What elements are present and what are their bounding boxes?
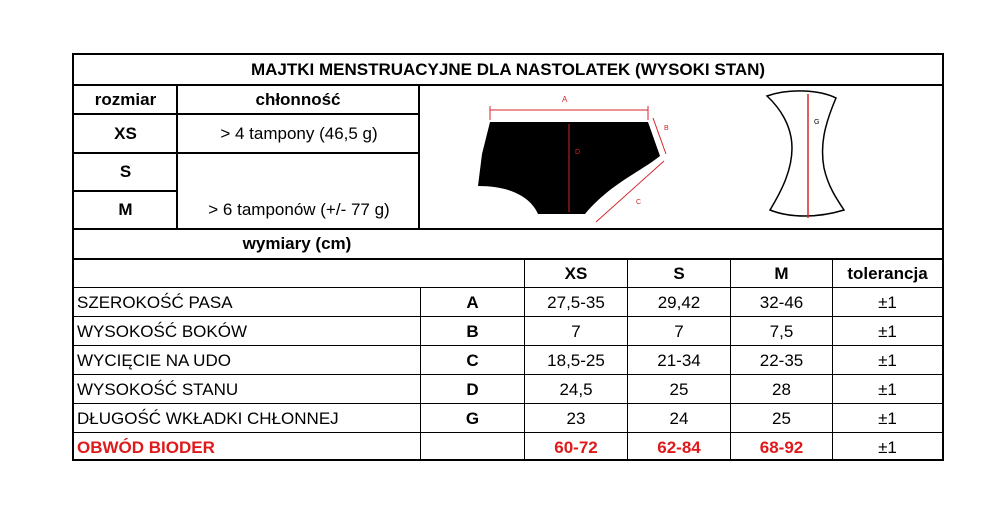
chart-title: MAJTKI MENSTRUACYJNE DLA NASTOLATEK (WYSOKI STAN) — [250, 59, 766, 79]
measurement-tol-cell: ±1 — [878, 321, 897, 341]
size-m-label: M — [118, 200, 133, 219]
measurement-tol-cell: ±1 — [878, 379, 897, 399]
divider — [524, 258, 525, 461]
measurement-m-cell: 22-35 — [759, 350, 804, 370]
size-s-label: S — [119, 162, 132, 181]
divider — [627, 258, 628, 461]
measurement-code-cell: D — [466, 379, 479, 399]
measurement-m-cell: 25 — [772, 408, 791, 428]
measurement-xs-cell: 24,5 — [559, 379, 593, 399]
size-xs-label: XS — [114, 123, 137, 143]
measurement-name-cell: DŁUGOŚĆ WKŁADKI CHŁONNEJ — [77, 408, 339, 428]
col-header-xs: XS — [564, 263, 588, 283]
divider — [730, 258, 731, 461]
measurement-name-cell: WYSOKOŚĆ BOKÓW — [77, 321, 248, 341]
measurement-tol-cell: ±1 — [878, 408, 897, 428]
garment-diagram — [420, 86, 942, 228]
dimensions-header: wymiary (cm) — [242, 234, 352, 253]
measurement-xs-cell: 60-72 — [554, 437, 598, 457]
measurement-s-cell: 25 — [669, 379, 689, 399]
header-absorbency: chłonność — [255, 89, 341, 109]
measurement-m-cell: 28 — [772, 379, 791, 399]
measurement-xs-cell: 7 — [571, 321, 581, 341]
measurement-tol-cell: ±1 — [878, 437, 897, 457]
col-header-m: M — [774, 263, 789, 283]
measurement-s-cell: 7 — [674, 321, 684, 341]
label-d: D — [575, 149, 581, 156]
measurement-name-cell: WYSOKOŚĆ STANU — [77, 379, 239, 399]
divider — [420, 288, 421, 461]
measurement-code-cell: G — [465, 408, 480, 428]
measurement-name-cell: OBWÓD BIODER — [77, 437, 215, 457]
divider — [832, 258, 833, 461]
absorbency-s-m: > 6 tamponów (+/- 77 g) — [208, 200, 390, 219]
measurement-code-cell: B — [466, 321, 479, 341]
measurement-s-cell: 29,42 — [657, 292, 701, 312]
label-b: B — [664, 125, 669, 132]
measurement-xs-cell: 18,5-25 — [547, 350, 605, 370]
absorbency-xs: > 4 tampony (46,5 g) — [220, 123, 378, 143]
measurement-code-cell — [421, 433, 524, 462]
size-chart — [72, 53, 944, 461]
measurement-m-cell: 7,5 — [769, 321, 794, 341]
measurement-code-cell: A — [466, 292, 479, 312]
measurement-code-cell: C — [466, 350, 479, 370]
measurement-s-cell: 24 — [669, 408, 689, 428]
measurement-m-cell: 32-46 — [759, 292, 804, 312]
measurement-name-cell: WYCIĘCIE NA UDO — [77, 350, 231, 370]
label-a: A — [562, 95, 568, 104]
measurement-tol-cell: ±1 — [878, 292, 897, 312]
label-g: G — [814, 119, 820, 126]
header-size: rozmiar — [94, 89, 157, 109]
measurement-s-cell: 62-84 — [657, 437, 701, 457]
measurement-m-cell: 68-92 — [759, 437, 804, 457]
divider — [176, 86, 178, 228]
measurement-xs-cell: 23 — [566, 408, 586, 428]
measurement-name-cell: SZEROKOŚĆ PASA — [77, 292, 233, 312]
col-header-s: S — [673, 263, 685, 283]
gusset-outline — [767, 91, 844, 216]
measurement-xs-cell: 27,5-35 — [547, 292, 605, 312]
col-header-tolerance: tolerancja — [847, 263, 928, 283]
measurement-s-cell: 21-34 — [657, 350, 701, 370]
measurement-tol-cell: ±1 — [878, 350, 897, 370]
label-c: C — [636, 199, 642, 206]
